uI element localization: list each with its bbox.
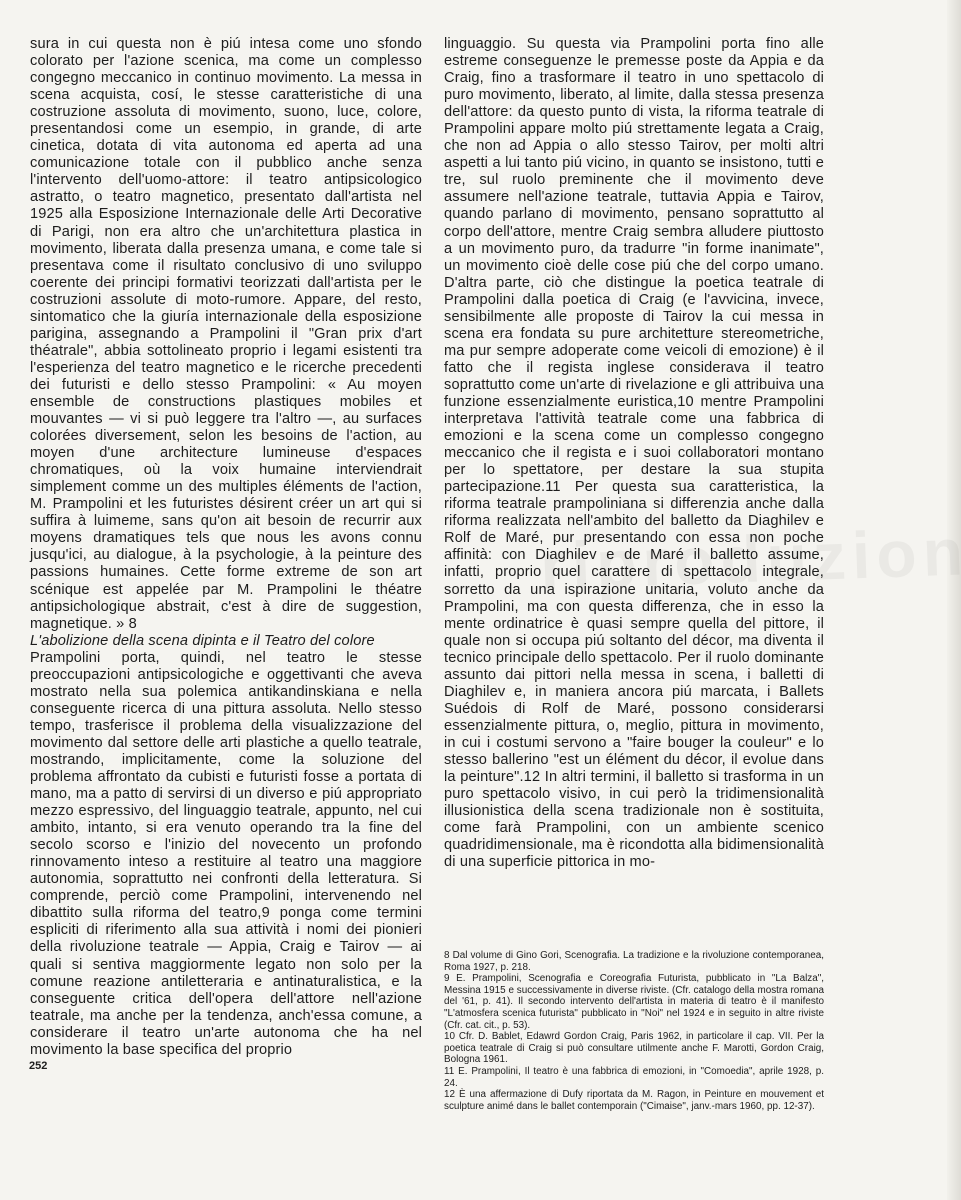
page-number: 252 (29, 1060, 48, 1072)
footnote: 8 Dal volume di Gino Gori, Scenografia. La tradizione e la rivoluzione contemporanea, Roma 1927, p. 218. (444, 950, 824, 973)
footnote: 9 E. Prampolini, Scenografia e Coreografia Futurista, pubblicato in "La Balza", Messina 1915 e successivamente in diverse riviste. (Cfr. catalogo della mostra romana del '61, p. 41). Il secondo intervento dell'artista in materia di teatro è il manifesto "L'atmosfera scenica futurista" pubblicato in "Noi" nel 1924 e in seguito in altre riviste (Cfr. cat. cit., p. 53). (444, 973, 824, 1031)
body-paragraph: sura in cui questa non è piú intesa come uno sfondo colorato per l'azione scenica, ma come un complesso congegno meccanico in continuo movimento. La messa in scena acquista, cosí, le stesse caratteristiche di una costruzione assoluta di movimento, suono, luce, colore, presentandosi come un esempio, in grande, di arte cinetica, dotata di vita autonoma ed aperta ad una comunicazione totale con il pubblico anche senza l'intervento dell'uomo-attore: il teatro antipsicologico astratto, o teatro magnetico, presentato dall'artista nel 1925 alla Esposizione Internazionale delle Arti Decorative di Parigi, non era altro che un'architettura plastica in movimento, liberata dalla presenza umana, e come tale si presentava come il risultato conclusivo di uno sviluppo coerente dei principi formativi teorizzati dall'artista per le costruzioni assolute di moto-rumore. Appare, del resto, sintomatico che la giuría internazionale della esposizione parigina, assegnando a Prampolini il "Gran prix d'art théatrale", abbia sottolineato proprio i legami esistenti tra l'esperienza del teatro magnetico e le ricerche precedenti dei futuristi e dello stesso Prampolini: « Au moyen ensemble de constructions plastiques mobiles et mouvantes — vi si può leggere tra l'altro —, au surfaces colorées diversement, selon les besoins de l'action, au moyen d'une architecture lumineuse d'espaces chromatiques, où la voix humaine interviendrait simplement comme un des multiples éléments de l'action, M. Prampolini et les futuristes désirent créer un art qui si suffira à luimeme, sans qu'on ait besoin de recurrir aux moyens dramatiques tels que nous les avons connu jusqu'ici, au dialogue, à la psychologie, à la peinture des passions humaines. Cette forme extreme de son art scénique est appelée par M. Prampolini le théatre antipsichologique abstrait, c'est à dire de suggestion, magnetique. » 8 (30, 36, 422, 632)
page-edge-shadow (947, 0, 961, 1200)
section-heading: L'abolizione della scena dipinta e il Teatro del colore (30, 632, 375, 649)
left-column (30, 36, 422, 1059)
body-paragraph: linguaggio. Su questa via Prampolini porta fino alle estreme conseguenze le premesse poste da Appia e da Craig, fino a trasformare il teatro in uno spettacolo di puro movimento, liberato, al limite, dalla stessa presenza dell'attore: da questo punto di vista, la riforma teatrale di Prampolini appare molto piú strettamente legata a Craig, che non ad Appia o allo stesso Tairov, per molti altri aspetti a lui tanto piú vicino, in quanto se insistono, tutti e tre, sul ruolo preminente che il movimento deve assumere nell'azione teatrale, tuttavia Appia e Tairov, quando parlano di movimento, pensano soprattutto al corpo dell'attore, mentre Craig sembra alludere piuttosto a un movimento puro, da tradurre "in forme inanimate", un movimento cioè delle cose piú che del corpo umano. D'altra parte, ciò che distingue la poetica teatrale di Prampolini dalla poetica di Craig (e l'avvicina, invece, sensibilmente alle proposte di Tairov la cui messa in scena era fondata su pure architetture stereometriche, ma pur sempre adoperate come veicoli di emozione) è il fatto che il regista inglese considerava il teatro soprattutto come un'arte di rivelazione e gli attribuiva una funzione essenzialmente euristica,10 mentre Prampolini interpretava l'attività teatrale come una fabbrica di emozioni e la scena come un complesso congegno meccanico che il regista e i suoi collaboratori montano per lo spettatore, per destare la sua stupita partecipazione.11 Per questa sua caratteristica, la riforma teatrale prampoliniana si differenzia anche dalla riforma realizzata nell'ambito del balletto da Diaghilev e Rolf de Maré, pur presentando con essa non poche affinità: con Diaghilev e de Maré il balletto assume, infatti, proprio quel carattere di spettacolo integrale, sorretto da una ispirazione unitaria, voluto anche da Prampolini, ma con questa differenza, che in esso la mente ordinatrice è quasi sempre quella del pittore, il quale non si occupa piú soltanto del décor, ma diventa il tecnico principale dello spettacolo. Per il ruolo dominante assunto dai pittori nella messa in scena, i balletti di Diaghilev e, in maniera ancora piú marcata, i Ballets Suédois di Rolf de Maré, possono considerarsi essenzialmente pittura, o, meglio, pittura in movimento, in cui i costumi servono a "faire bouger la couleur" e lo stesso ballerino "est un élément du décor, il evolue dans la peinture".12 In altri termini, il balletto si trasforma in un puro spettacolo visivo, in cui però la tridimensionalità illusionistica della scena tradizionale non è sostituita, come farà Prampolini, con un ambiente scenico quadridimensionale, ma è ricondotta alla bidimensionalità di una superficie pittorica in mo- (444, 36, 824, 871)
right-column (444, 36, 824, 871)
watermark (539, 512, 961, 604)
footnote: 10 Cfr. D. Bablet, Edawrd Gordon Craig, Paris 1962, in particolare il cap. VII. Per la poetica teatrale di Craig si può consultare utilmente anche F. Marotti, Gordon Craig, Bologna 1961. (444, 1031, 824, 1066)
footnote: 11 E. Prampolini, Il teatro è una fabbrica di emozioni, in "Comoedia", aprile 1928, p. 24. (444, 1065, 824, 1089)
footnote: 12 È una affermazione di Dufy riportata da M. Ragon, in Peinture en mouvement et sculpture animé dans le ballet contemporain ("Cimaise", janv.-mars 1960, pp. 12-37). (444, 1089, 824, 1112)
footnotes (444, 950, 824, 1112)
body-paragraph: Prampolini porta, quindi, nel teatro le stesse preoccupazioni antipsicologiche e oggettivanti che aveva mostrato nella sua polemica antikandinskiana e nella conseguente ricerca di una pittura assoluta. Nello stesso tempo, trasferisce il problema della visualizzazione del movimento dal settore delle arti plastiche a quello teatrale, mostrando, implicitamente, come la soluzione del problema affrontato da cubisti e futuristi fosse a portata di mano, ma a patto di servirsi di un diverso e piú appropriato mezzo espressivo, del linguaggio teatrale, appunto, nel cui ambito, intanto, si era venuto operando tra la fine del secolo scorso e l'inizio del novecento un profondo rinnovamento inteso a restituire al teatro una maggiore autonomia, soprattutto nei confronti della letteratura. Si comprende, perciò come Prampolini, intervenendo nel dibattito sulla riforma del teatro,9 ponga come termini espliciti di riferimento alla sua attività i nomi dei pionieri della rivoluzione teatrale — Appia, Craig e Tairov — ai quali si sentiva maggiormente legato non solo per la comune reazione antiletteraria e antinaturalistica, e la conseguente critica dell'opera dell'attore nell'azione teatrale, ma anche per la tendenza, anch'essa comune, a considerare il teatro un'arte autonoma che ha nel movimento la base specifica del proprio (30, 649, 422, 1058)
